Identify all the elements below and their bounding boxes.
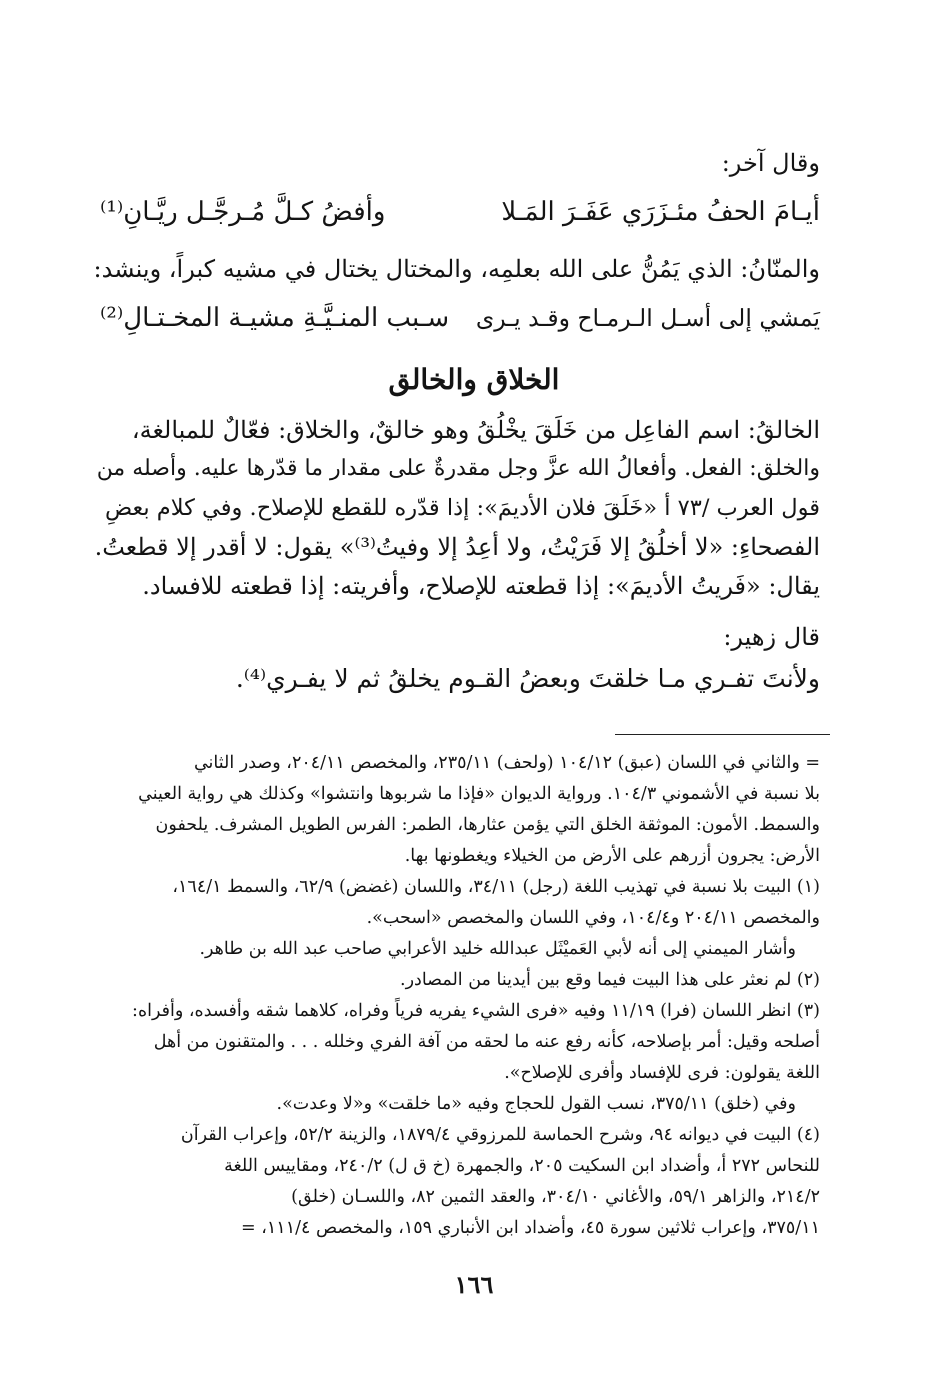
footnote-line: (١) البيت بلا نسبة في تهذيب اللغة (رجل) ٣٤/١١، واللسان (غضض) ٦٢/٩، والسمط ١٦٤/١، xyxy=(172,877,820,897)
footnote-line: وأشار الميمني إلى أنه لأبي العَميْثَل عبدالله خليد الأعرابي صاحب عبد الله بن طاهر. xyxy=(199,939,796,959)
footnote-line: اللغة يقولون: فرى للإفساد وأفرى للإصلاح». xyxy=(504,1063,820,1083)
paragraph-line: والخلق: الفعل. وأفعالُ الله عزَّ وجل مقدرةٌ على مقدار ما قدّرها عليه. وأصله من xyxy=(96,456,820,481)
footnote-line: بلا نسبة في الأشموني ١٠٤/٣. ورواية الديوان «فإذا ما شربوها وانتشوا» وكذلك هي رواية العيني xyxy=(138,784,820,804)
verse-3: ولأنتَ تفـري مـا خلقتَ وبعضُ القـوم يخلقُ ثم لا يفـري⁽⁴⁾. xyxy=(235,664,820,693)
verse-2 xyxy=(100,298,820,342)
footnote-line: وفي (خلق) ٣٧٥/١١، نسب القول للحجاج وفيه «ما خلقت» و«لا وعدت». xyxy=(276,1094,796,1114)
footnote-line: (٤) البيت في ديوانه ٩٤، وشرح الحماسة للمرزوقي ١٨٧٩/٤، والزينة ٥٢/٢، وإعراب القرآن xyxy=(180,1125,820,1145)
verse-1 xyxy=(100,192,820,236)
verse-1-second-hemistich: وأفضُ كـلَّ مُـرجَّـل ريَّـانِ⁽¹⁾ xyxy=(100,197,386,227)
mannan-line: والمنّانُ: الذي يَمُنُّ على الله بعلمِه، والمختال يختال في مشيه كبراً، وينشد: xyxy=(93,255,820,283)
footnote-line: أصلحه وقيل: أمر بإصلاحه، كأنه رفع عنه ما لحقه من آفة الفري وخلله . . . والمتقنون من أهل xyxy=(153,1032,820,1052)
footnote-line: (٣) انظر اللسان (فرا) ١١/١٩ وفيه «فرى الشيء يفريه فرياً وفراه، كلاهما شقه وأفسده، وأفراه: xyxy=(132,1001,820,1021)
footnote-line: والمخصص ٢٠٤/١١ و١٠٤/٤، وفي اللسان والمخصص «اسحب». xyxy=(366,908,820,928)
paragraph-line: قول العرب /٧٣ أ «خَلَقَ فلان الأديمَ»: إذا قدّره للقطع للإصلاح. وفي كلام بعضِ xyxy=(104,495,820,521)
paragraph-line: الخالقُ: اسم الفاعِل من خَلَقَ يخْلُقُ وهو خالقٌ، والخلاق: فعّالٌ للمبالغة، xyxy=(131,416,820,444)
footnote-line: الأرض: يجرون أزرهم على الأرض من الخيلاء ويغطونها بها. xyxy=(404,846,820,866)
section-heading: الخلاق والخالق xyxy=(388,363,560,396)
footnote-line: والسمط. الأمون: الموثقة الخلق التي يؤمن عثارها، الطمر: الفرس الطويل المشرف. يلحفون xyxy=(155,815,820,835)
verse-2-second-hemistich: سـبب المنـيَّـةِ مشيـة المخـتـالِ⁽²⁾ xyxy=(100,303,450,333)
footnote-line: للنحاس ٢٧٢ أ، وأضداد ابن السكيت ٢٠٥، والجمهرة (خ ق ل) ٢٤٠/٢، ومقاييس اللغة xyxy=(224,1156,820,1176)
verse-1-first-hemistich: أيـامَ الحفُ مئـزَرَي عَفَـرَ المَـلا xyxy=(501,197,820,227)
paragraph-line: الفصحاءِ: «لا أخلُقُ إلا فَرَيْتُ، ولا أعِدُ إلا وفيتُ⁽³⁾» يقول: لا أقدر إلا قطعتُ. xyxy=(94,533,820,561)
footnote-line: = والثاني في اللسان (عبق) ١٠٤/١٢ (ولحف) ٢٣٥/١١، والمخصص ٢٠٤/١١، وصدر الثاني xyxy=(193,753,820,773)
footnote-separator xyxy=(615,734,830,735)
page-number: ١٦٦ xyxy=(454,1270,494,1299)
intro-line-2: قال زهير: xyxy=(723,623,820,651)
footnote-line: ٣٧٥/١١، وإعراب ثلاثين سورة ٤٥، وأضداد ابن الأنباري ١٥٩، والمخصص ١١١/٤، = xyxy=(241,1218,820,1238)
verse-2-first-hemistich: يَمشي إلى أسـل الـرمـاح وقـد يـرى xyxy=(475,304,820,332)
intro-line-1: وقال آخر: xyxy=(721,149,820,177)
paragraph-line: يقال: «فَريتُ الأديمَ»: إذا قطعته للإصلاح، وأفريته: إذا قطعته للافساد. xyxy=(142,572,820,600)
footnote-line: (٢) لم نعثر على هذا البيت فيما وقع بين أيدينا من المصادر. xyxy=(400,970,820,990)
footnote-line: ٢١٤/٢، والزاهر ٥٩/١، والأغاني ٣٠٤/١٠، والعقد الثمين ٨٢، واللسـان (خلق) xyxy=(291,1187,820,1207)
